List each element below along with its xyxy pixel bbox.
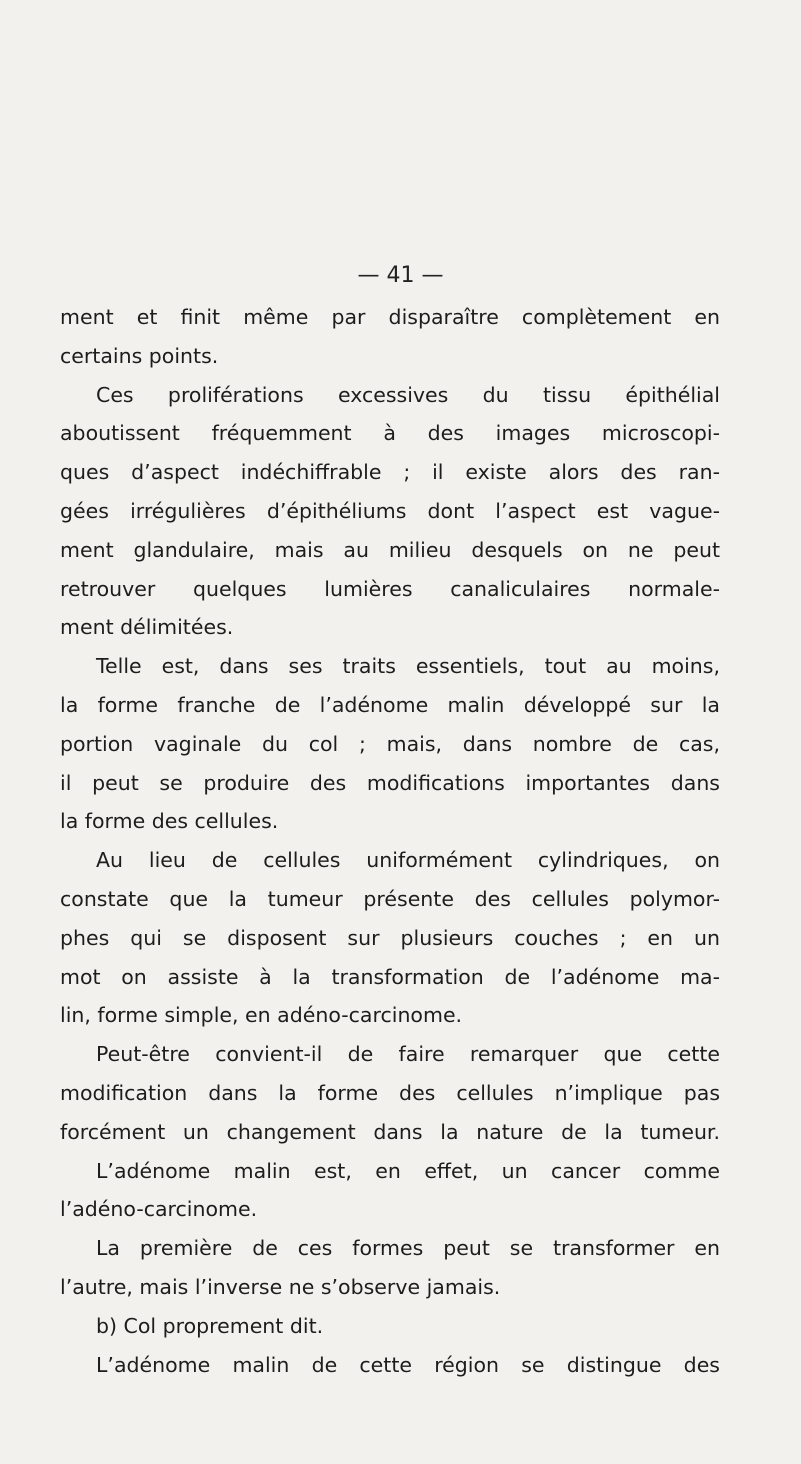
text-line: ques d’aspect indéchiffrable ; il existe alors des ran- (60, 460, 720, 485)
text-line: retrouver quelques lumières canaliculaires normale- (60, 576, 720, 601)
text-line: ment délimitées. (60, 615, 234, 640)
text-line: Ces proliférations excessives du tissu épithélial (96, 382, 720, 407)
text-line: ment glandulaire, mais au milieu desquels on ne peut (60, 537, 720, 562)
text-line: ment et finit même par disparaître complètement en (60, 305, 720, 329)
text-line: modification dans la forme des cellules n’implique pas (60, 1080, 720, 1105)
text-line: mot on assiste à la transformation de l’adénome ma- (60, 964, 720, 989)
text-line: l’adéno-carcinome. (60, 1197, 258, 1222)
text-line: forcément un changement dans la nature de la tumeur. (60, 1119, 720, 1144)
text-line: lin, forme simple, en adéno-carcinome. (60, 1003, 463, 1028)
text-line: phes qui se disposent sur plusieurs couches ; en un (60, 925, 720, 950)
text-line: L’adénome malin est, en effet, un cancer comme (96, 1158, 720, 1183)
body-text (60, 298, 720, 1384)
text-line: Peut-être convient-il de faire remarquer que cette (96, 1042, 720, 1067)
text-line: constate que la tumeur présente des cellules polymor- (60, 886, 720, 911)
text-line: gées irrégulières d’épithéliums dont l’aspect est vague- (60, 498, 720, 523)
text-line: Telle est, dans ses traits essentiels, tout au moins, (96, 654, 720, 679)
text-line: la forme des cellules. (60, 809, 279, 834)
text-line: portion vaginale du col ; mais, dans nombre de cas, (60, 731, 720, 756)
text-line: Au lieu de cellules uniformément cylindriques, on (96, 848, 720, 873)
text-line: il peut se produire des modifications importantes dans (60, 770, 720, 795)
text-line: l’autre, mais l’inverse ne s’observe jamais. (60, 1274, 501, 1299)
text-line: La première de ces formes peut se transformer en (96, 1236, 720, 1261)
text-line: L’adénome malin de cette région se distingue des (96, 1352, 720, 1377)
section-heading: b) Col proprement dit. (96, 1313, 324, 1338)
text-line: aboutissent fréquemment à des images microscopi- (60, 421, 720, 446)
text-line: la forme franche de l’adénome malin développé sur la (60, 692, 720, 717)
page-number: — 41 — (357, 263, 444, 288)
text-line: certains points. (60, 343, 219, 368)
